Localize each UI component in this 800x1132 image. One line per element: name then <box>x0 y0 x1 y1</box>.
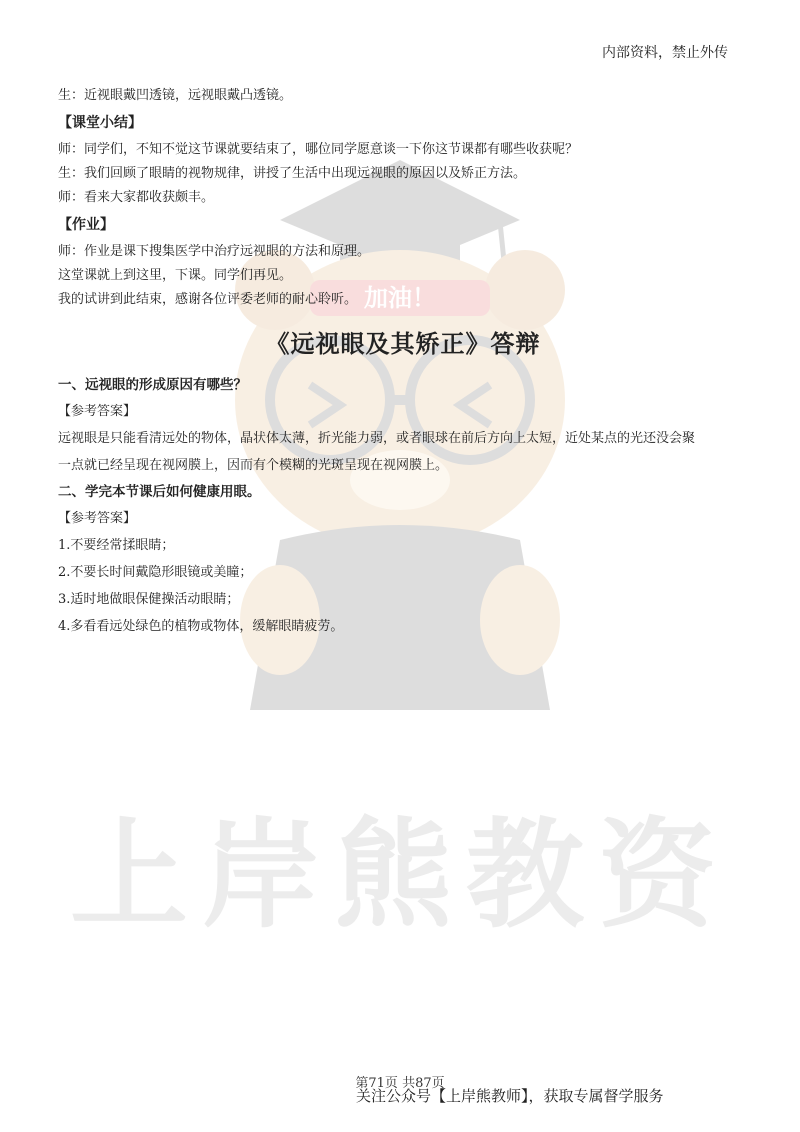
footer-follow-note: 关注公众号【上岸熊教师】，获取专属督学服务 <box>356 1087 664 1105</box>
answer-2-item: 2.不要长时间戴隐形眼镜或美瞳； <box>58 565 253 580</box>
homework-heading: 【作业】 <box>58 217 114 233</box>
page-number: 第71页 共87页 <box>355 1076 445 1091</box>
answer-1-line: 远视眼是只能看清远处的物体，晶状体太薄，折光能力弱，或者眼球在前后方向上太短，近处某点的光还没会聚 <box>58 431 696 446</box>
brand-watermark-text: 上岸熊教资 <box>69 806 730 944</box>
answer-2-item: 4.多看看远处绿色的植物或物体，缓解眼睛疲劳。 <box>58 619 344 634</box>
answer-2-item: 3.适时地做眼保健操活动眼睛； <box>58 592 240 607</box>
question-1: 一、远视眼的形成原因有哪些？ <box>58 377 247 393</box>
summary-line: 生：我们回顾了眼睛的视物规律，讲授了生活中出现远视眼的原因以及矫正方法。 <box>58 166 527 181</box>
mascot-banner-text: 加油！ <box>364 284 436 312</box>
summary-heading: 【课堂小结】 <box>58 115 142 131</box>
answer-label-1: 【参考答案】 <box>58 404 137 419</box>
summary-line: 师：同学们，不知不觉这节课就要结束了，哪位同学愿意谈一下你这节课都有哪些收获呢？ <box>58 142 579 157</box>
question-2: 二、学完本节课后如何健康用眼。 <box>58 484 261 500</box>
homework-line: 这堂课就上到这里，下课。同学们再见。 <box>58 268 293 283</box>
answer-label-2: 【参考答案】 <box>58 511 137 526</box>
answer-1-line: 一点就已经呈现在视网膜上，因而有个模糊的光斑呈现在视网膜上。 <box>58 458 449 473</box>
homework-line: 师：作业是课下搜集医学中治疗远视眼的方法和原理。 <box>58 244 371 259</box>
document-body <box>58 84 748 640</box>
homework-line: 我的试讲到此结束，感谢各位评委老师的耐心聆听。 <box>58 292 358 307</box>
defense-title: 《远视眼及其矫正》答辩 <box>265 329 541 358</box>
summary-line: 师：看来大家都收获颇丰。 <box>58 190 215 205</box>
student-answer-line: 生：近视眼戴凹透镜，远视眼戴凸透镜。 <box>58 88 293 103</box>
answer-2-item: 1.不要经常揉眼睛； <box>58 538 175 553</box>
confidential-note: 内部资料，禁止外传 <box>602 45 728 61</box>
